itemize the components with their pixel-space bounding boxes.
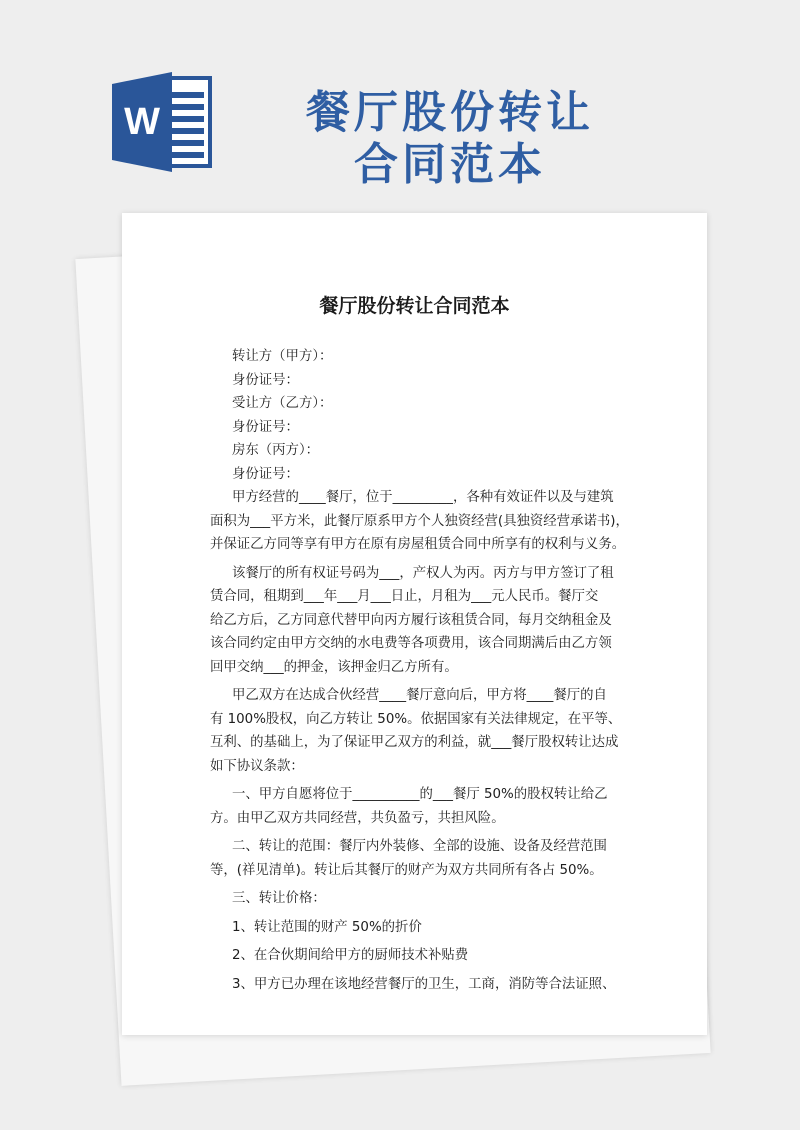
paragraph-line: 互利、的基础上，为了保证甲乙双方的利益，就___餐厅股权转让达成: [210, 735, 619, 750]
paragraph-line: 如下协议条款：: [210, 758, 304, 774]
clause-line: 方。由甲乙双方共同经营，共负盈亏，共担风险。: [210, 810, 505, 826]
paragraph-line: 该合同约定由甲方交纳的水电费等各项费用，该合同期满后由乙方领: [210, 636, 612, 651]
document-title: 餐厅股份转让合同范本: [319, 295, 510, 317]
list-item: 1、转让范围的财产 50%的折价: [232, 919, 422, 935]
list-item: 2、在合伙期间给甲方的厨师技术补贴费: [232, 948, 469, 963]
party-line: 身份证号：: [232, 372, 299, 388]
list-item: 3、甲方已办理在该地经营餐厅的卫生，工商，消防等合法证照、: [232, 976, 616, 992]
clause-line: 等，(祥见清单)。转让后其餐厅的财产为双方共同所有各占 50%。: [210, 862, 603, 878]
clause-heading: 三、转让价格：: [232, 891, 326, 906]
paragraph-line: 面积为___平方米，此餐厅原系甲方个人独资经营(具独资经营承诺书)，: [210, 513, 629, 529]
paragraph-line: 并保证乙方同等享有甲方在原有房屋租赁合同中所享有的权利与义务。: [210, 537, 626, 552]
clause-line: 一、甲方自愿将位于__________的___餐厅 50%的股权转让给乙: [232, 787, 608, 802]
party-line: 身份证号：: [232, 419, 299, 435]
paragraph-line: 甲乙双方在达成合伙经营____餐厅意向后，甲方将____餐厅的自: [232, 688, 607, 703]
page-header: [0, 0, 800, 200]
party-line: 身份证号：: [232, 466, 299, 482]
header-title-line-2: 合同范本: [354, 139, 546, 190]
paragraph-line: 回甲交纳___的押金，该押金归乙方所有。: [210, 659, 458, 675]
clause-line: 二、转让的范围：餐厅内外装修、全部的设施、设备及经营范围: [232, 839, 607, 854]
paragraph-line: 有 100%股权，向乙方转让 50%。依据国家有关法律规定，在平等、: [210, 711, 622, 727]
document-page: [122, 213, 707, 1035]
party-line: 受让方（乙方）：: [232, 396, 333, 411]
paragraph-line: 赁合同，租期到___年___月___日止，月租为___元人民币。餐厅交: [210, 589, 599, 604]
header-title-line-1: 餐厅股份转让: [306, 87, 594, 138]
svg-text:W: W: [124, 101, 160, 143]
document-body: [210, 345, 650, 996]
party-line: 房东（丙方）：: [232, 443, 320, 458]
paragraph-line: 甲方经营的____餐厅，位于_________，各种有效证件以及与建筑: [232, 490, 614, 505]
word-document-icon: [112, 72, 216, 172]
paragraph-line: 给乙方后，乙方同意代替甲向丙方履行该租赁合同，每月交纳租金及: [210, 612, 612, 628]
paragraph-line: 该餐厅的所有权证号码为___，产权人为丙。丙方与甲方签订了租: [232, 565, 614, 581]
party-line: 转让方（甲方）：: [232, 349, 333, 364]
